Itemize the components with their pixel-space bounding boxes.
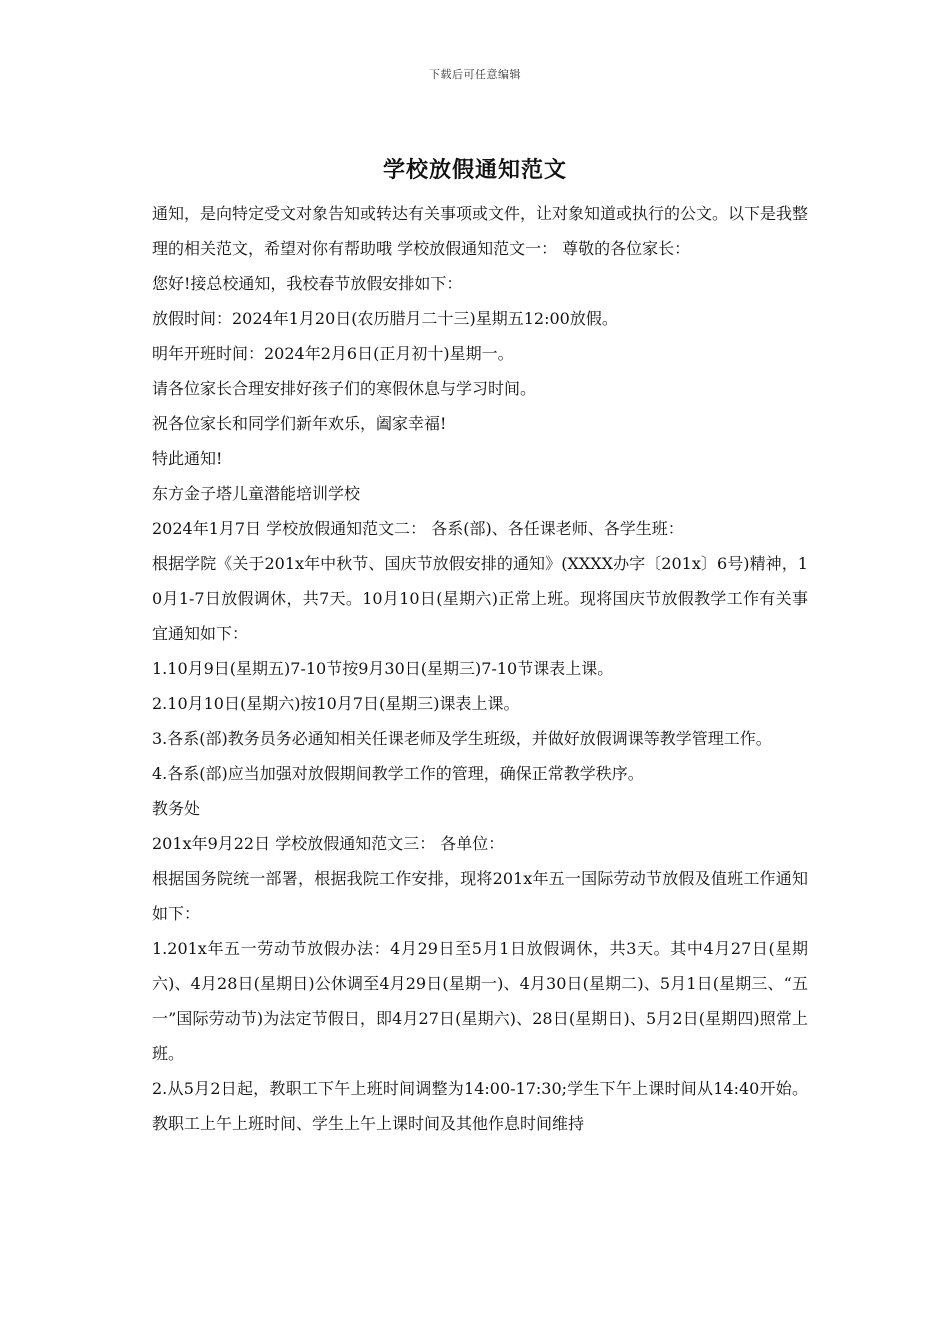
paragraph-sample-three-heading: 201x年9月22日 学校放假通知范文三： 各单位： xyxy=(152,834,505,853)
paragraph-signature-office: 教务处 xyxy=(152,799,201,818)
paragraph-sample-two-basis: 根据学院《关于201x年中秋节、国庆节放假安排的通知》(XXXX办字〔201x〕6号)精神，10月1-7日放假调休，共7天。10月10日(星期六)正常上班。现将国庆节放假教学工作有关事宜通知如下： xyxy=(152,554,808,643)
list-item-3: 3.各系(部)教务员务必通知相关任课老师及学生班级，并做好放假调课等教学管理工作。 xyxy=(152,729,772,748)
list-item-1: 1.10月9日(星期五)7-10节按9月30日(星期三)7-10节课表上课。 xyxy=(152,659,614,678)
paragraph-wishes: 祝各位家长和同学们新年欢乐，阖家幸福! xyxy=(152,414,447,433)
list-item-2: 2.10月10日(星期六)按10月7日(星期三)课表上课。 xyxy=(152,694,520,713)
page-header-note: 下载后可任意编辑 xyxy=(429,68,521,81)
paragraph-school-name: 东方金子塔儿童潜能培训学校 xyxy=(152,484,361,503)
paragraph-sample-three-basis: 根据国务院统一部署，根据我院工作安排，现将201x年五一国际劳动节放假及值班工作通知如下： xyxy=(152,869,808,923)
list-item-4: 4.各系(部)应当加强对放假期间教学工作的管理，确保正常教学秩序。 xyxy=(152,764,644,783)
paragraph-holiday-time: 放假时间：2024年1月20日(农历腊月二十三)星期五12:00放假。 xyxy=(152,309,618,328)
paragraph-notice: 特此通知! xyxy=(152,449,223,468)
paragraph-reopen-time: 明年开班时间：2024年2月6日(正月初十)星期一。 xyxy=(152,344,514,363)
paragraph-intro: 通知，是向特定受文对象告知或转达有关事项或文件，让对象知道或执行的公文。以下是我整理的相关范文，希望对你有帮助哦 学校放假通知范文一： 尊敬的各位家长： xyxy=(152,204,809,258)
paragraph-sample-two-heading: 2024年1月7日 学校放假通知范文二： 各系(部)、各任课老师、各学生班： xyxy=(152,519,684,538)
document-title: 学校放假通知范文 xyxy=(382,157,567,183)
document-body xyxy=(144,196,808,1141)
paragraph-greeting: 您好!接总校通知，我校春节放假安排如下： xyxy=(152,274,463,293)
list-item-may-1: 1.201x年五一劳动节放假办法：4月29日至5月1日放假调休，共3天。其中4月27日(星期六)、4月28日(星期日)公休调至4月29日(星期一)、4月30日(星期二)、5月1日(星期三、“五一”国际劳动节)为法定节假日，即4月27日(星期六)、28日(星期日)、5月2日(星期四)照常上班。 xyxy=(152,939,808,1063)
paragraph-arrange: 请各位家长合理安排好孩子们的寒假休息与学习时间。 xyxy=(152,379,537,398)
list-item-may-2: 2.从5月2日起，教职工下午上班时间调整为14:00-17:30;学生下午上课时间从14:40开始。教职工上午上班时间、学生上午上课时间及其他作息时间维持 xyxy=(152,1079,808,1133)
